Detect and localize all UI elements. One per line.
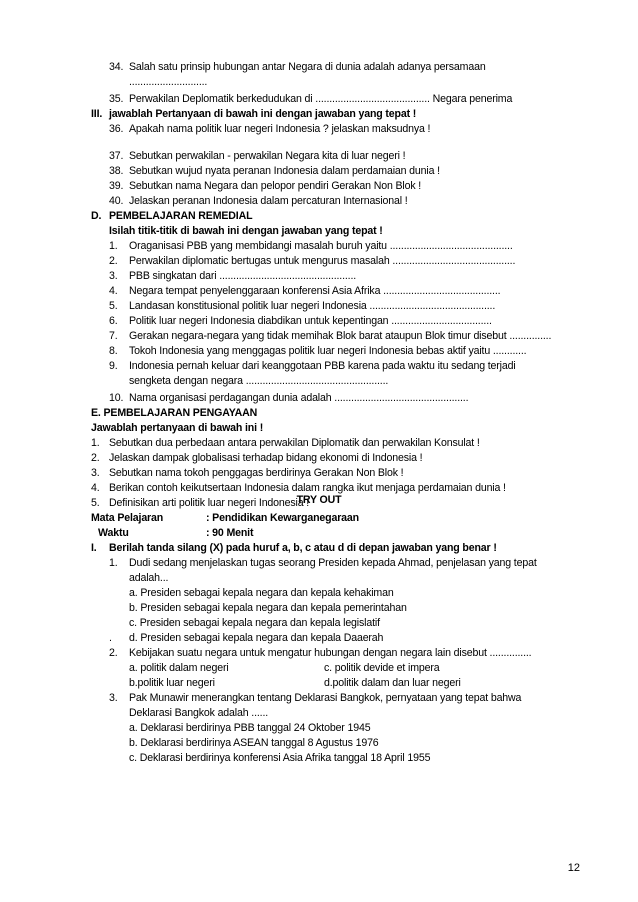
option-c: c. politik devide et impera	[324, 662, 440, 674]
item-text: Nama organisasi perdagangan dunia adalah ................................................	[129, 392, 469, 404]
item-number: 4.	[91, 482, 100, 494]
item-number: 1.	[91, 437, 100, 449]
item-number: 5.	[109, 300, 118, 312]
option-d: d. Presiden sebagai kepala negara dan kepala Daaerah	[129, 632, 384, 644]
item-number: 3.	[91, 467, 100, 479]
option-b: b.politik luar negeri	[129, 677, 215, 689]
question-number: 34.	[109, 61, 124, 73]
remedial-item	[109, 300, 495, 313]
question-40	[109, 195, 408, 208]
mc-question-1	[109, 557, 537, 570]
item-number: 7.	[109, 330, 118, 342]
remedial-item	[109, 392, 468, 405]
item-text: Sebutkan dua perbedaan antara perwakilan Diplomatik dan perwakilan Konsulat !	[109, 437, 480, 449]
section-i-heading	[91, 542, 497, 555]
remedial-item-continuation: sengketa dengan negara ...................................................	[129, 375, 389, 387]
pengayaan-item	[91, 437, 480, 450]
item-number: 3.	[109, 270, 118, 282]
question-35	[109, 93, 512, 106]
item-number: 2.	[91, 452, 100, 464]
item-number: 5.	[91, 497, 100, 509]
section-e-heading: E. PEMBELAJARAN PENGAYAAN	[91, 407, 258, 419]
question-39	[109, 180, 421, 193]
time-value: : 90 Menit	[206, 527, 254, 539]
section-number: D.	[91, 210, 102, 222]
section-title: Berilah tanda silang (X) pada huruf a, b, c atau d di depan jawaban yang benar !	[109, 542, 497, 554]
option-b: b. Presiden sebagai kepala negara dan kepala pemerintahan	[129, 602, 407, 614]
section-iii-heading	[91, 108, 416, 121]
pengayaan-item	[91, 452, 422, 465]
question-text: Sebutkan nama Negara dan pelopor pendiri Gerakan Non Blok !	[129, 180, 422, 192]
subject-label: Mata Pelajaran	[91, 512, 164, 524]
item-text: Politik luar negeri Indonesia diabdikan untuk kepentingan ....................................	[129, 315, 492, 327]
remedial-item	[109, 315, 492, 328]
question-continuation: Deklarasi Bangkok adalah ......	[129, 707, 269, 719]
item-text: Landasan konstitusional politik luar negeri Indonesia .............................................	[129, 300, 496, 312]
option-c: c. Deklarasi berdirinya konferensi Asia Afrika tanggal 18 April 1955	[129, 752, 431, 764]
item-text: Indonesia pernah keluar dari keanggotaan PBB karena pada waktu itu sedang terjadi	[129, 360, 516, 372]
stray-dot: .	[109, 632, 112, 644]
section-d-heading	[91, 210, 252, 223]
question-text: Apakah nama politik luar negeri Indonesia ? jelaskan maksudnya !	[129, 123, 431, 135]
item-number: 2.	[109, 255, 118, 267]
option-c: c. Presiden sebagai kepala negara dan kepala legislatif	[129, 617, 380, 629]
question-text: Sebutkan perwakilan - perwakilan Negara kita di luar negeri !	[129, 150, 406, 162]
option-a: a. Deklarasi berdirinya PBB tanggal 24 Oktober 1945	[129, 722, 371, 734]
question-number: 38.	[109, 165, 124, 177]
question-text: Dudi sedang menjelaskan tugas seorang Presiden kepada Ahmad, penjelasan yang tepat	[129, 557, 537, 569]
subject-value: : Pendidikan Kewarganegaraan	[206, 512, 359, 524]
remedial-item	[109, 285, 500, 298]
question-number: 3.	[109, 692, 118, 704]
question-36	[109, 123, 430, 136]
remedial-item	[109, 345, 526, 358]
item-text: Sebutkan nama tokoh penggagas berdirinya Gerakan Non Blok !	[109, 467, 404, 479]
question-number: 1.	[109, 557, 118, 569]
remedial-item	[109, 360, 516, 373]
section-number: I.	[91, 542, 97, 554]
item-number: 1.	[109, 240, 118, 252]
pengayaan-item	[91, 467, 403, 480]
item-text: Jelaskan dampak globalisasi terhadap bidang ekonomi di Indonesia !	[109, 452, 423, 464]
section-title: PEMBELAJARAN REMEDIAL	[109, 210, 253, 222]
option-a: a. Presiden sebagai kepala negara dan kepala kehakiman	[129, 587, 394, 599]
remedial-item	[109, 240, 513, 253]
answer-blank: ............................	[129, 76, 208, 88]
question-number: 36.	[109, 123, 124, 135]
question-text: Kebijakan suatu negara untuk mengatur hubungan dengan negara lain disebut ...............	[129, 647, 532, 659]
item-text: Gerakan negara-negara yang tidak memihak Blok barat ataupun Blok timur disebut ...............	[129, 330, 552, 342]
mc-question-3	[109, 692, 521, 705]
item-text: Oraganisasi PBB yang membidangi masalah buruh yaitu ............................................	[129, 240, 513, 252]
question-text: Jelaskan peranan Indonesia dalam percaturan Internasional !	[129, 195, 408, 207]
option-b: b. Deklarasi berdirinya ASEAN tanggal 8 Agustus 1976	[129, 737, 379, 749]
remedial-item	[109, 255, 515, 268]
remedial-item	[109, 270, 356, 283]
question-38	[109, 165, 440, 178]
item-number: 8.	[109, 345, 118, 357]
question-text: Pak Munawir menerangkan tentang Deklarasi Bangkok, pernyataan yang tepat bahwa	[129, 692, 522, 704]
question-text: Perwakilan Deplomatik berkedudukan di ......................................... Negara penerima	[129, 93, 513, 105]
remedial-item	[109, 330, 551, 343]
page-number: 12	[567, 862, 580, 874]
tryout-title: TRY OUT	[296, 494, 342, 506]
item-number: 6.	[109, 315, 118, 327]
item-text: Definisikan arti politik luar negeri Indonesia !	[109, 497, 310, 509]
question-text: Sebutkan wujud nyata peranan Indonesia dalam perdamaian dunia !	[129, 165, 440, 177]
section-d-instruction: Isilah titik-titik di bawah ini dengan jawaban yang tepat !	[109, 225, 383, 237]
question-number: 39.	[109, 180, 124, 192]
item-text: PBB singkatan dari .................................................	[129, 270, 357, 282]
question-number: 2.	[109, 647, 118, 659]
question-37	[109, 150, 405, 163]
item-text: Tokoh Indonesia yang menggagas politik luar negeri Indonesia bebas aktif yaitu ............	[129, 345, 527, 357]
time-label: Waktu	[98, 527, 129, 539]
question-continuation: adalah...	[129, 572, 169, 584]
item-text: Berikan contoh keikutsertaan Indonesia dalam rangka ikut menjaga perdamaian dunia !	[109, 482, 506, 494]
section-title: jawablah Pertanyaan di bawah ini dengan jawaban yang tepat !	[109, 108, 417, 120]
item-number: 10.	[109, 392, 124, 404]
question-text: Salah satu prinsip hubungan antar Negara di dunia adalah adanya persamaan	[129, 61, 486, 73]
section-e-instruction: Jawablah pertanyaan di bawah ini !	[91, 422, 264, 434]
question-number: 35.	[109, 93, 124, 105]
option-a: a. politik dalam negeri	[129, 662, 229, 674]
item-number: 4.	[109, 285, 118, 297]
section-number: III.	[91, 108, 103, 120]
item-text: Negara tempat penyelenggaraan konferensi Asia Afrika ..........................................	[129, 285, 501, 297]
question-number: 37.	[109, 150, 124, 162]
item-text: Perwakilan diplomatic bertugas untuk mengurus masalah ............................................	[129, 255, 516, 267]
item-number: 9.	[109, 360, 118, 372]
option-d: d.politik dalam dan luar negeri	[324, 677, 461, 689]
mc-question-2	[109, 647, 531, 660]
question-34	[109, 61, 486, 74]
question-number: 40.	[109, 195, 124, 207]
